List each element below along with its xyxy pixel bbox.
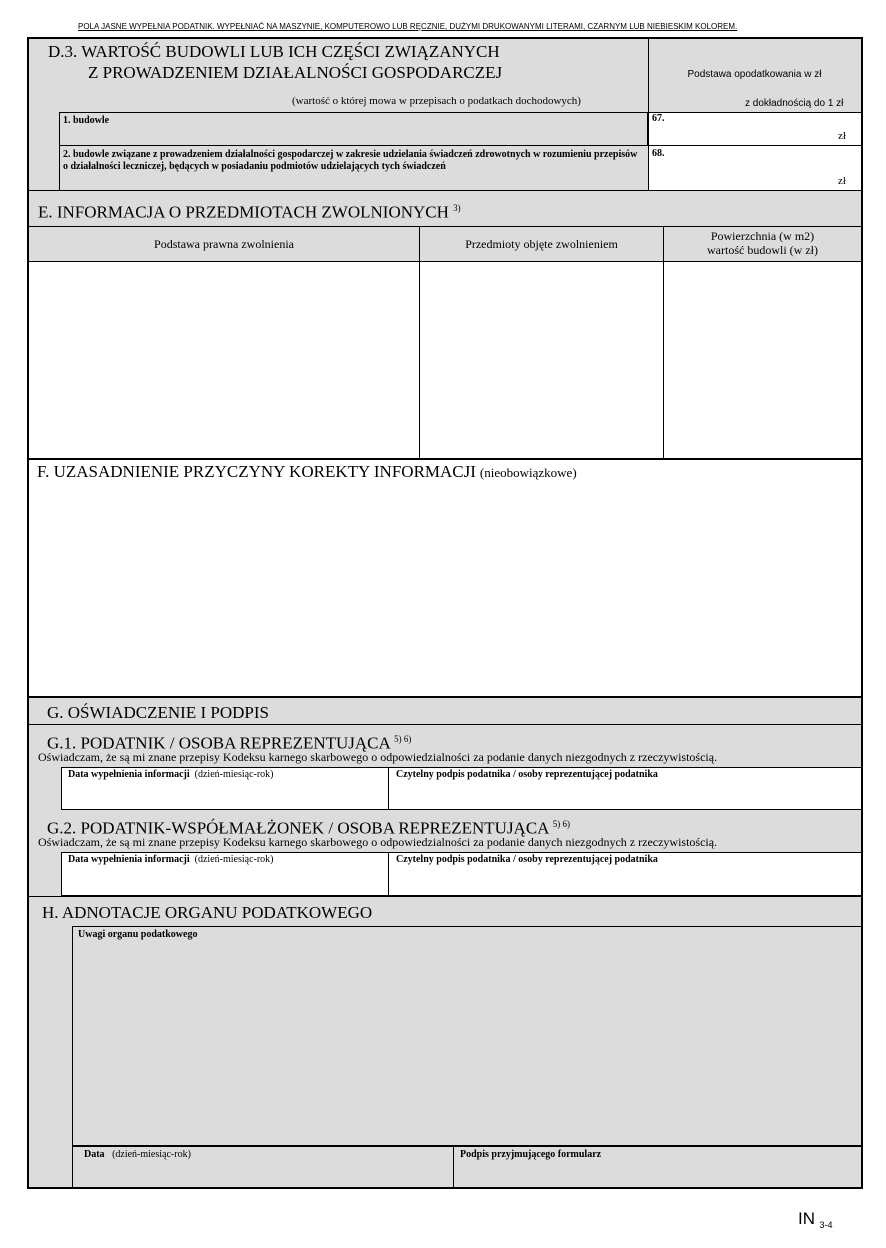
- d3-title-line2: Z PROWADZENIEM DZIAŁALNOŚCI GOSPODARCZEJ: [88, 63, 503, 82]
- g2-declaration: Oświadczam, że są mi znane przepisy Kodeksu karnego skarbowego o odpowiedzialności za podanie danych niezgodnych z rzeczywistością.: [38, 835, 718, 849]
- top-instruction-note: POLA JASNE WYPEŁNIA PODATNIK. WYPEŁNIAĆ NA MASZYNIE, KOMPUTEROWO LUB RĘCZNIE, DUŻYMI DRUKOWANYMI LITERAMI, CZARNYM LUB NIEBIESKIM KOLOREM.: [78, 22, 738, 31]
- h-signature-label: Podpis przyjmującego formularz: [460, 1149, 602, 1160]
- d3-row-1-label-cell: [59, 112, 648, 146]
- d3-field-67[interactable]: [648, 112, 861, 146]
- g1-date-label: Data wypełnienia informacji (dzień-miesiąc-rok): [68, 769, 274, 780]
- f-justification-field[interactable]: [29, 460, 861, 696]
- h-remarks-field[interactable]: [72, 926, 861, 1146]
- e-exempt-items-field[interactable]: [420, 262, 663, 458]
- g2-date-label: Data wypełnienia informacji (dzień-miesiąc-rok): [68, 854, 274, 865]
- d3-field-67-number: 67.: [652, 113, 665, 124]
- d3-field-67-unit: zł: [838, 130, 846, 142]
- e-title: E. INFORMACJA O PRZEDMIOTACH ZWOLNIONYCH $^{3)}$: [38, 202, 461, 222]
- g1-title: G.1. PODATNIK / OSOBA REPREZENTUJĄCA $^{5) 6)}$: [47, 733, 412, 753]
- h-title: H. ADNOTACJE ORGANU PODATKOWEGO: [42, 903, 373, 922]
- d3-title-line1: D.3. WARTOŚĆ BUDOWLI LUB ICH CZĘŚCI ZWIĄZANYCH: [48, 42, 500, 61]
- e-col-header-legal-basis: Podstawa prawna zwolnienia: [154, 237, 294, 251]
- d3-note: (wartość o której mowa w przepisach o podatkach dochodowych): [292, 95, 581, 107]
- form-code: IN $_{3-4}$: [798, 1209, 833, 1230]
- h-date-label: Data (dzień-miesiąc-rok): [84, 1149, 191, 1160]
- d3-basis-label: Podstawa opodatkowania w zł: [687, 69, 822, 80]
- d3-row-1-label: 1. budowle: [63, 115, 110, 126]
- h-remarks-label: Uwagi organu podatkowego: [78, 929, 198, 940]
- g1-signature-label: Czytelny podpis podatnika / osoby reprezentującej podatnika: [396, 769, 658, 780]
- d3-field-68-unit: zł: [838, 175, 846, 187]
- d3-field-68[interactable]: [648, 146, 861, 190]
- g2-signature-label: Czytelny podpis podatnika / osoby reprezentującej podatnika: [396, 854, 658, 865]
- d3-row-2-label: 2. budowle związane z prowadzeniem działalności gospodarczej w zakresie udzielania świadczeń zdrowotnych w rozumieniu przepisów o działalności leczniczej, będących w posiadaniu podmiotów udzielających tych świadczeń: [63, 149, 638, 172]
- e-col-header-area-value: Powierzchnia (w m2) wartość budowli (w zł): [707, 229, 818, 257]
- f-title: F. UZASADNIENIE PRZYCZYNY KOREKTY INFORMACJI (nieobowiązkowe): [37, 462, 577, 481]
- g-title: G. OŚWIADCZENIE I PODPIS: [47, 703, 269, 722]
- g1-declaration: Oświadczam, że są mi znane przepisy Kodeksu karnego skarbowego o odpowiedzialności za podanie danych niezgodnych z rzeczywistością.: [38, 750, 718, 764]
- g2-title: G.2. PODATNIK-WSPÓŁMAŁŻONEK / OSOBA REPREZENTUJĄCA $^{5) 6)}$: [47, 818, 571, 838]
- e-area-value-field[interactable]: [664, 262, 861, 458]
- d3-field-68-number: 68.: [652, 148, 665, 159]
- e-legal-basis-field[interactable]: [29, 262, 419, 458]
- g-divider: [29, 724, 861, 725]
- d3-precision-label: z dokładnością do 1 zł: [745, 98, 844, 109]
- e-col-header-exempt-items: Przedmioty objęte zwolnieniem: [465, 237, 618, 251]
